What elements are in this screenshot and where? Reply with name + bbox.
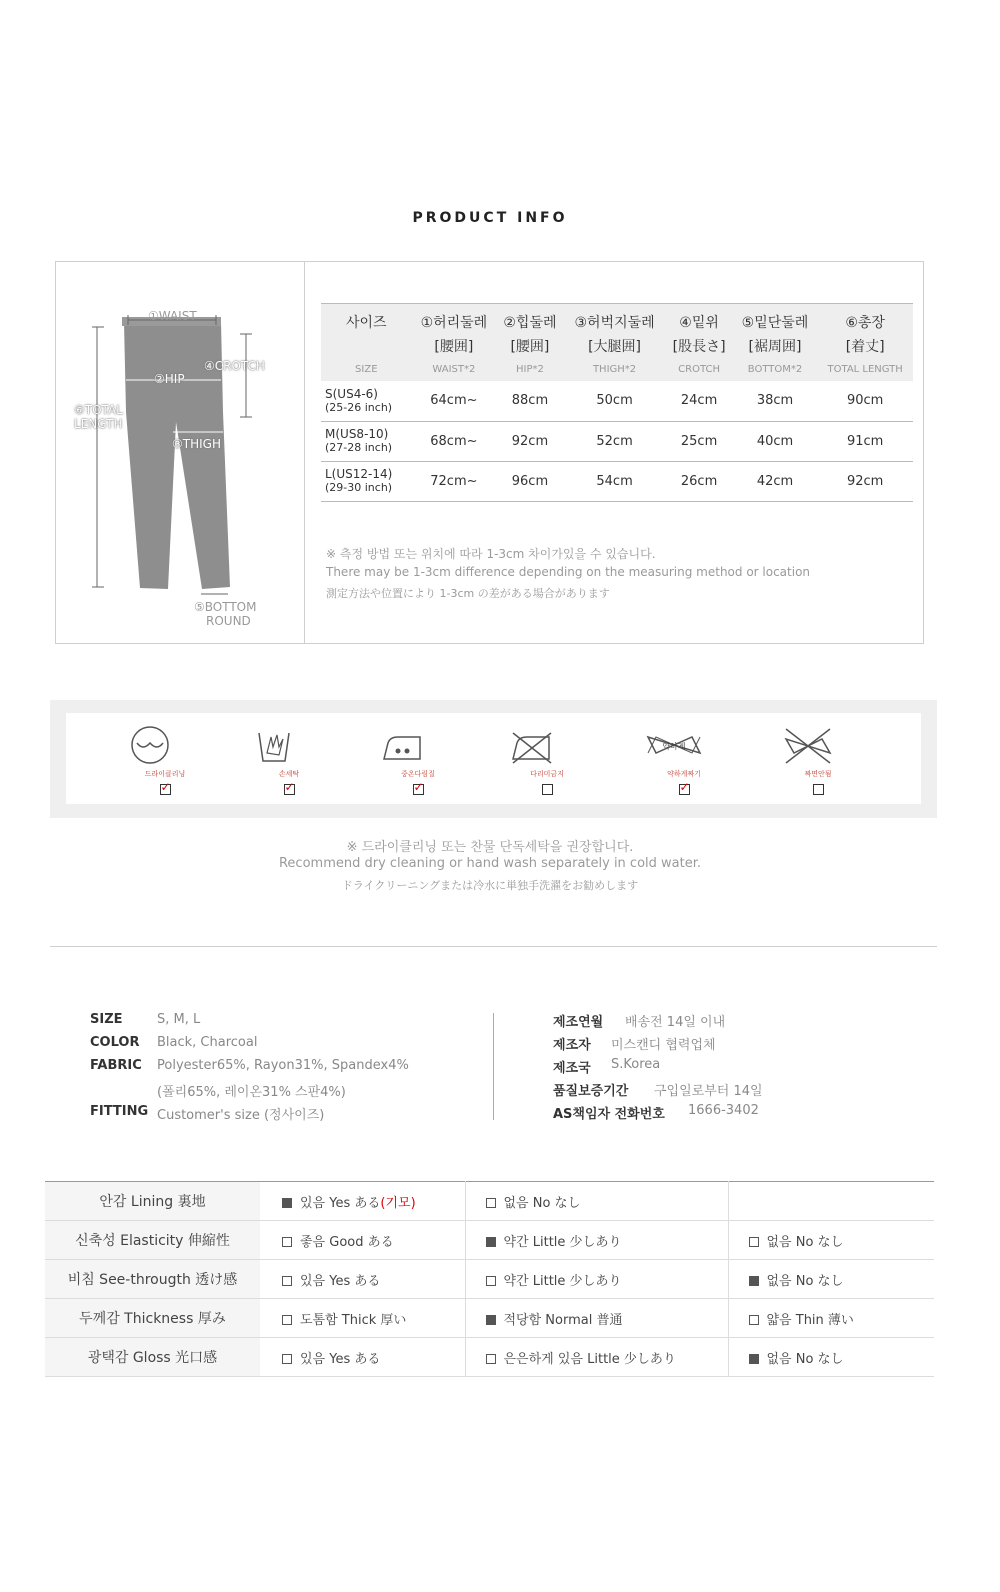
option-label: 약간 Little 少しあり	[503, 1234, 622, 1250]
header-thigh-en: THIGH*2	[564, 356, 666, 381]
bottom-cell: 42cm	[733, 461, 818, 501]
header-length-ko: ⑥총장	[817, 304, 913, 333]
feature-option	[465, 1182, 728, 1221]
header-crotch-ja: [股長さ]	[665, 332, 732, 356]
care-label: 다리미금지	[530, 770, 564, 778]
option-label: 있음 Yes ある	[300, 1273, 381, 1289]
total-length-label-2: LENGTH	[74, 417, 123, 431]
checkbox-icon	[749, 1276, 759, 1286]
size-inch: (29-30 inch)	[325, 481, 393, 494]
spec-value-color: Black, Charcoal	[157, 1035, 258, 1050]
size-name: M(US8-10)	[325, 427, 389, 441]
care-checkbox	[160, 784, 171, 795]
header-size-en: SIZE	[321, 356, 412, 381]
spec-key-color: COLOR	[90, 1035, 140, 1050]
care-label: 약하게짜기	[667, 770, 701, 778]
option-label: 없음 No なし	[766, 1351, 844, 1367]
header-crotch-en: CROTCH	[665, 356, 732, 381]
wring-icon-text: 약하게	[662, 742, 686, 751]
checkbox-icon	[749, 1354, 759, 1364]
option-label: 좋음 Good ある	[300, 1234, 394, 1250]
feature-option	[465, 1260, 728, 1299]
care-icons-row	[66, 713, 921, 804]
table-row	[321, 461, 913, 501]
checkbox-icon	[282, 1276, 292, 1286]
header-size-ja	[321, 332, 412, 356]
thigh-cell: 52cm	[564, 421, 666, 461]
feature-name: 광택감 Gloss 光口感	[45, 1338, 260, 1377]
header-hip-ja: [腰囲]	[496, 332, 563, 356]
thigh-label: ③THIGH	[172, 437, 221, 451]
spec-value-fabric: Polyester65%, Rayon31%, Spandex4%	[157, 1058, 409, 1073]
no-wring-icon	[778, 723, 838, 769]
care-item-no-iron	[507, 723, 587, 799]
header-waist-ja: [腰囲]	[412, 332, 497, 356]
option-label: 얇음 Thin 薄い	[766, 1312, 854, 1328]
bottom-round-label-1: ⑤BOTTOM	[194, 600, 257, 614]
checkbox-icon	[282, 1315, 292, 1325]
feature-option	[728, 1338, 934, 1377]
length-cell: 90cm	[817, 381, 913, 421]
checkbox-icon	[282, 1198, 292, 1208]
header-bottom-en: BOTTOM*2	[733, 356, 818, 381]
no-iron-icon	[507, 723, 557, 769]
thigh-cell: 54cm	[564, 461, 666, 501]
care-checkbox	[284, 784, 295, 795]
hip-cell: 96cm	[496, 461, 563, 501]
header-hip-en: HIP*2	[496, 356, 563, 381]
header-size-ko: 사이즈	[321, 304, 412, 333]
feature-option-empty	[728, 1182, 934, 1221]
option-label: 약간 Little 少しあり	[503, 1273, 622, 1289]
feature-option	[260, 1260, 465, 1299]
size-cell	[321, 381, 412, 421]
spec-value-warranty: 구입일로부터 14일	[654, 1084, 763, 1099]
size-name: L(US12-14)	[325, 467, 393, 481]
care-checkbox	[542, 784, 553, 795]
length-cell: 92cm	[817, 461, 913, 501]
care-label: 드라이클리닝	[144, 770, 186, 778]
table-row	[321, 421, 913, 461]
length-cell: 91cm	[817, 421, 913, 461]
hip-cell: 92cm	[496, 421, 563, 461]
size-table	[321, 303, 913, 502]
section-title: PRODUCT INFO	[412, 210, 568, 226]
checkbox-icon	[486, 1276, 496, 1286]
measure-note-en: There may be 1-3cm difference depending on the measuring method or location	[326, 565, 811, 579]
header-waist-en: WAIST*2	[412, 356, 497, 381]
care-item-hand-wash	[249, 723, 329, 799]
checkbox-icon	[486, 1315, 496, 1325]
feature-name: 신축성 Elasticity 伸縮性	[45, 1221, 260, 1260]
care-checkbox	[813, 784, 824, 795]
divider	[50, 946, 937, 947]
care-note-ja: ドライクリーニングまたは冷水に単独手洗濯をお勧めします	[341, 879, 639, 892]
hip-label: ②HIP	[154, 372, 185, 386]
feature-option	[260, 1182, 465, 1221]
spec-value-manufacturer: 미스캔디 협력업체	[611, 1038, 716, 1053]
waist-label: ①WAIST	[148, 309, 197, 323]
option-extra: (기모)	[380, 1195, 416, 1211]
spec-divider	[493, 1013, 494, 1120]
header-bottom-ko: ⑤밑단둘레	[733, 304, 818, 333]
table-row	[45, 1299, 934, 1338]
size-cell	[321, 421, 412, 461]
checkbox-icon	[486, 1198, 496, 1208]
feature-name: 비침 See-througth 透け感	[45, 1260, 260, 1299]
care-instructions-panel	[50, 700, 937, 818]
feature-option	[260, 1299, 465, 1338]
care-label: 손세탁	[278, 770, 300, 778]
care-item-gentle-wring	[644, 723, 724, 799]
size-inch: (27-28 inch)	[325, 441, 393, 454]
option-label: 있음 Yes ある	[300, 1195, 381, 1211]
feature-option	[465, 1299, 728, 1338]
checkbox-icon	[282, 1237, 292, 1247]
size-info-box	[55, 261, 924, 644]
header-length-ja: [着丈]	[817, 332, 913, 356]
table-row	[45, 1182, 934, 1221]
care-note-en: Recommend dry cleaning or hand wash separately in cold water.	[278, 856, 701, 871]
table-row	[45, 1221, 934, 1260]
measure-note-ko: ※ 측정 방법 또는 위치에 따라 1-3cm 차이가있을 수 있습니다.	[326, 547, 656, 561]
spec-key-as-phone: AS책임자 전화번호	[553, 1107, 665, 1122]
checkbox-icon	[486, 1354, 496, 1364]
care-checkbox	[413, 784, 424, 795]
feature-option	[465, 1338, 728, 1377]
spec-key-fitting: FITTING	[90, 1104, 149, 1119]
spec-value-as-phone: 1666-3402	[688, 1103, 759, 1118]
dry-cleaning-icon	[125, 723, 175, 769]
care-item-no-wring	[778, 723, 858, 799]
waist-cell: 64cm~	[412, 381, 497, 421]
feature-option	[728, 1260, 934, 1299]
feature-name: 안감 Lining 裏地	[45, 1182, 260, 1221]
thigh-cell: 50cm	[564, 381, 666, 421]
care-label: 짜면안됨	[804, 770, 832, 778]
feature-option	[260, 1338, 465, 1377]
care-checkbox	[679, 784, 690, 795]
option-label: 없음 No なし	[503, 1195, 581, 1211]
total-length-label-1: ⑥TOTAL	[74, 403, 123, 417]
crotch-cell: 26cm	[665, 461, 732, 501]
checkbox-icon	[486, 1237, 496, 1247]
iron-icon	[378, 723, 428, 769]
option-label: 있음 Yes ある	[300, 1351, 381, 1367]
checkbox-icon	[749, 1315, 759, 1325]
spec-value-fabric-ko: (폴리65%, 레이온31% 스판4%)	[157, 1085, 346, 1100]
table-row	[45, 1260, 934, 1299]
feature-option	[260, 1221, 465, 1260]
option-label: 은은하게 있음 Little 少しあり	[503, 1351, 676, 1367]
feature-option	[728, 1299, 934, 1338]
spec-key-warranty: 품질보증기간	[553, 1084, 629, 1099]
measure-note-ja: 測定方法や位置により 1-3cm の差がある場合があります	[326, 587, 610, 600]
header-thigh-ja: [大腿囲]	[564, 332, 666, 356]
pants-diagram	[56, 262, 305, 643]
spec-value-mfg-date: 배송전 14일 이내	[625, 1015, 726, 1030]
table-row	[45, 1338, 934, 1377]
hip-cell: 88cm	[496, 381, 563, 421]
spec-key-fabric: FABRIC	[90, 1058, 142, 1073]
crotch-cell: 25cm	[665, 421, 732, 461]
spec-key-size: SIZE	[90, 1012, 123, 1027]
spec-key-country: 제조국	[553, 1061, 591, 1076]
table-row	[321, 381, 913, 421]
option-label: 없음 No なし	[766, 1234, 844, 1250]
header-length-en: TOTAL LENGTH	[817, 356, 913, 381]
crotch-cell: 24cm	[665, 381, 732, 421]
header-thigh-ko: ③허벅지둘레	[564, 304, 666, 333]
bottom-cell: 40cm	[733, 421, 818, 461]
header-bottom-ja: [裾周囲]	[733, 332, 818, 356]
care-label: 중온다림질	[401, 770, 435, 778]
size-name: S(US4-6)	[325, 386, 378, 401]
spec-value-size: S, M, L	[157, 1012, 201, 1027]
crotch-label: ④CROTCH	[204, 359, 265, 373]
gentle-wring-icon	[644, 723, 704, 769]
bottom-round-label-2: ROUND	[206, 614, 251, 628]
spec-value-fitting: Customer's size (정사이즈)	[157, 1108, 325, 1123]
feature-option	[465, 1221, 728, 1260]
checkbox-icon	[749, 1237, 759, 1247]
care-note-ko: ※ 드라이클리닝 또는 찬물 단독세탁을 권장합니다.	[346, 840, 634, 855]
option-label: 도톰함 Thick 厚い	[300, 1312, 407, 1328]
header-crotch-ko: ④밑위	[665, 304, 732, 333]
spec-value-country: S.Korea	[611, 1057, 661, 1072]
hand-wash-icon	[249, 723, 299, 769]
size-cell	[321, 461, 412, 501]
bottom-cell: 38cm	[733, 381, 818, 421]
care-item-medium-iron	[378, 723, 458, 799]
spec-key-manufacturer: 제조자	[553, 1038, 591, 1053]
header-hip-ko: ②힙둘레	[496, 304, 563, 333]
checkbox-icon	[282, 1354, 292, 1364]
waist-cell: 68cm~	[412, 421, 497, 461]
header-waist-ko: ①허리둘레	[412, 304, 497, 333]
fabric-features-table	[45, 1181, 934, 1377]
care-item-dry-cleaning	[125, 723, 205, 799]
waist-cell: 72cm~	[412, 461, 497, 501]
spec-key-mfg-date: 제조연월	[553, 1015, 604, 1030]
option-label: 적당함 Normal 普通	[503, 1312, 623, 1328]
feature-name: 두께감 Thickness 厚み	[45, 1299, 260, 1338]
option-label: 없음 No なし	[766, 1273, 844, 1289]
size-inch: (25-26 inch)	[325, 400, 393, 414]
feature-option	[728, 1221, 934, 1260]
